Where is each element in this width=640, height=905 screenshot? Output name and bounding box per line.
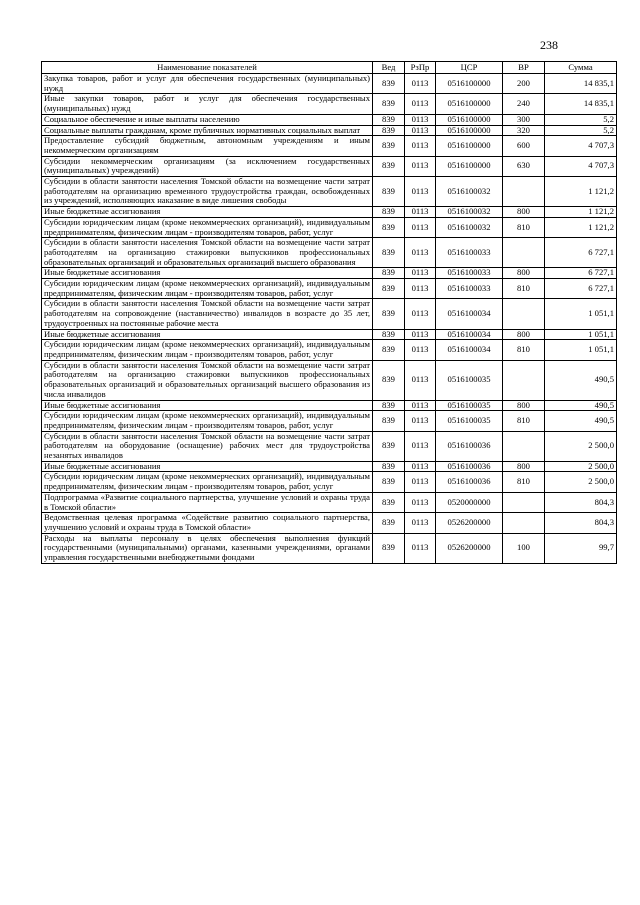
cell-csr: 0526200000: [436, 533, 503, 563]
cell-sum: 4 707,3: [545, 156, 617, 176]
cell-sum: 2 500,0: [545, 461, 617, 472]
cell-csr: 0516100036: [436, 472, 503, 492]
cell-name: Иные бюджетные ассигнования: [42, 461, 373, 472]
cell-rzpr: 0113: [405, 513, 436, 533]
cell-name: Субсидии в области занятости населения Томской области на возмещение части затрат работодателям на сопровождение (наставничество) инвалидов в возрасте до 35 лет, трудоустроенных на постоянные рабочие места: [42, 299, 373, 329]
cell-csr: 0516100000: [436, 136, 503, 156]
cell-rzpr: 0113: [405, 411, 436, 431]
cell-vr: [503, 177, 545, 207]
cell-csr: 0516100036: [436, 461, 503, 472]
cell-ved: 839: [373, 360, 405, 400]
cell-name: Ведомственная целевая программа «Содействие развитию социального партнерства, улучшению условий и охраны труда в Томской области»: [42, 513, 373, 533]
cell-vr: [503, 513, 545, 533]
cell-sum: 1 121,2: [545, 217, 617, 237]
cell-ved: 839: [373, 136, 405, 156]
cell-vr: 810: [503, 411, 545, 431]
cell-sum: 6 727,1: [545, 238, 617, 268]
cell-name: Закупка товаров, работ и услуг для обеспечения государственных (муниципальных) нужд: [42, 74, 373, 94]
cell-csr: 0516100035: [436, 411, 503, 431]
table-row: [42, 411, 617, 431]
table-row: [42, 400, 617, 411]
cell-name: Иные бюджетные ассигнования: [42, 268, 373, 279]
cell-sum: 4 707,3: [545, 136, 617, 156]
cell-rzpr: 0113: [405, 114, 436, 125]
cell-sum: 804,3: [545, 513, 617, 533]
cell-csr: 0516100034: [436, 329, 503, 340]
cell-name: Иные закупки товаров, работ и услуг для обеспечения государственных (муниципальных) нужд: [42, 94, 373, 114]
cell-rzpr: 0113: [405, 238, 436, 268]
cell-ved: 839: [373, 472, 405, 492]
cell-vr: [503, 299, 545, 329]
cell-ved: 839: [373, 340, 405, 360]
table-row: [42, 125, 617, 136]
cell-rzpr: 0113: [405, 492, 436, 512]
cell-vr: 810: [503, 217, 545, 237]
cell-sum: 2 500,0: [545, 431, 617, 461]
cell-vr: 800: [503, 268, 545, 279]
cell-name: Иные бюджетные ассигнования: [42, 329, 373, 340]
cell-vr: 200: [503, 74, 545, 94]
cell-ved: 839: [373, 125, 405, 136]
header-vr: ВР: [503, 62, 545, 74]
cell-vr: 100: [503, 533, 545, 563]
cell-rzpr: 0113: [405, 177, 436, 207]
cell-vr: 810: [503, 472, 545, 492]
table-row: [42, 360, 617, 400]
cell-csr: 0516100000: [436, 74, 503, 94]
cell-csr: 0516100000: [436, 114, 503, 125]
table-row: [42, 207, 617, 218]
cell-csr: 0516100032: [436, 177, 503, 207]
cell-ved: 839: [373, 268, 405, 279]
cell-sum: 1 121,2: [545, 207, 617, 218]
cell-sum: 1 051,1: [545, 299, 617, 329]
cell-vr: 320: [503, 125, 545, 136]
cell-name: Субсидии некоммерческим организациям (за исключением государственных (муниципальных) учреждений): [42, 156, 373, 176]
cell-rzpr: 0113: [405, 279, 436, 299]
cell-ved: 839: [373, 279, 405, 299]
cell-rzpr: 0113: [405, 472, 436, 492]
cell-sum: 6 727,1: [545, 268, 617, 279]
table-row: [42, 136, 617, 156]
table-row: [42, 299, 617, 329]
page-number: 238: [540, 38, 558, 52]
cell-sum: 5,2: [545, 125, 617, 136]
table-row: [42, 217, 617, 237]
cell-vr: 800: [503, 461, 545, 472]
cell-rzpr: 0113: [405, 299, 436, 329]
cell-ved: 839: [373, 400, 405, 411]
cell-vr: 810: [503, 340, 545, 360]
cell-vr: 800: [503, 329, 545, 340]
cell-vr: 300: [503, 114, 545, 125]
cell-rzpr: 0113: [405, 329, 436, 340]
cell-vr: 600: [503, 136, 545, 156]
cell-vr: 810: [503, 279, 545, 299]
table-row: [42, 329, 617, 340]
cell-rzpr: 0113: [405, 217, 436, 237]
cell-vr: 800: [503, 400, 545, 411]
cell-ved: 839: [373, 74, 405, 94]
cell-ved: 839: [373, 513, 405, 533]
cell-csr: 0516100035: [436, 360, 503, 400]
cell-sum: 6 727,1: [545, 279, 617, 299]
cell-rzpr: 0113: [405, 94, 436, 114]
cell-ved: 839: [373, 533, 405, 563]
cell-vr: [503, 431, 545, 461]
table-row: [42, 340, 617, 360]
cell-rzpr: 0113: [405, 207, 436, 218]
cell-csr: 0516100033: [436, 238, 503, 268]
table-row: [42, 114, 617, 125]
cell-vr: [503, 492, 545, 512]
header-ved: Вед: [373, 62, 405, 74]
cell-csr: 0516100000: [436, 125, 503, 136]
cell-name: Субсидии в области занятости населения Томской области на возмещение части затрат работодателям на организацию временного трудоустройства граждан, освобожденных из учреждений, исполняющих наказание в виде лишения свободы: [42, 177, 373, 207]
cell-rzpr: 0113: [405, 533, 436, 563]
cell-name: Иные бюджетные ассигнования: [42, 400, 373, 411]
cell-csr: 0516100034: [436, 340, 503, 360]
cell-rzpr: 0113: [405, 431, 436, 461]
cell-ved: 839: [373, 238, 405, 268]
table-row: [42, 513, 617, 533]
cell-rzpr: 0113: [405, 125, 436, 136]
cell-csr: 0516100000: [436, 156, 503, 176]
cell-rzpr: 0113: [405, 136, 436, 156]
cell-name: Субсидии юридическим лицам (кроме некоммерческих организаций), индивидуальным предпринимателям, физическим лицам - производителям товаров, работ, услуг: [42, 217, 373, 237]
table-header-row: [42, 62, 617, 74]
cell-name: Субсидии юридическим лицам (кроме некоммерческих организаций), индивидуальным предпринимателям, физическим лицам - производителям товаров, работ, услуг: [42, 472, 373, 492]
cell-ved: 839: [373, 114, 405, 125]
cell-rzpr: 0113: [405, 360, 436, 400]
cell-csr: 0516100033: [436, 279, 503, 299]
cell-name: Субсидии в области занятости населения Томской области на возмещение части затрат работодателям на организацию стажировки выпускников профессиональных образовательных организаций и образовательных организаций высшего образования: [42, 238, 373, 268]
cell-vr: 800: [503, 207, 545, 218]
table-body: [42, 74, 617, 564]
cell-ved: 839: [373, 461, 405, 472]
cell-rzpr: 0113: [405, 461, 436, 472]
cell-sum: 804,3: [545, 492, 617, 512]
table-row: [42, 94, 617, 114]
cell-csr: 0516100032: [436, 217, 503, 237]
cell-name: Субсидии юридическим лицам (кроме некоммерческих организаций), индивидуальным предпринимателям, физическим лицам - производителям товаров, работ, услуг: [42, 340, 373, 360]
cell-ved: 839: [373, 411, 405, 431]
table-row: [42, 74, 617, 94]
cell-name: Субсидии в области занятости населения Томской области на возмещение части затрат работодателям на оборудование (оснащение) рабочих мест для трудоустройства незанятых инвалидов: [42, 431, 373, 461]
cell-csr: 0516100033: [436, 268, 503, 279]
table-row: [42, 492, 617, 512]
cell-vr: 240: [503, 94, 545, 114]
cell-sum: 5,2: [545, 114, 617, 125]
cell-name: Социальные выплаты гражданам, кроме публичных нормативных социальных выплат: [42, 125, 373, 136]
cell-ved: 839: [373, 329, 405, 340]
table-row: [42, 268, 617, 279]
cell-name: Иные бюджетные ассигнования: [42, 207, 373, 218]
cell-rzpr: 0113: [405, 268, 436, 279]
table-row: [42, 177, 617, 207]
cell-ved: 839: [373, 299, 405, 329]
cell-sum: 490,5: [545, 400, 617, 411]
header-rzpr: РзПр: [405, 62, 436, 74]
cell-sum: 2 500,0: [545, 472, 617, 492]
cell-sum: 99,7: [545, 533, 617, 563]
table-row: [42, 461, 617, 472]
cell-name: Социальное обеспечение и иные выплаты населению: [42, 114, 373, 125]
cell-vr: [503, 360, 545, 400]
cell-name: Предоставление субсидий бюджетным, автономным учреждениям и иным некоммерческим организациям: [42, 136, 373, 156]
header-csr: ЦСР: [436, 62, 503, 74]
cell-csr: 0516100032: [436, 207, 503, 218]
cell-csr: 0516100035: [436, 400, 503, 411]
cell-name: Субсидии юридическим лицам (кроме некоммерческих организаций), индивидуальным предпринимателям, физическим лицам - производителям товаров, работ, услуг: [42, 279, 373, 299]
cell-csr: 0516100034: [436, 299, 503, 329]
cell-vr: [503, 238, 545, 268]
table-row: [42, 238, 617, 268]
cell-ved: 839: [373, 431, 405, 461]
cell-ved: 839: [373, 156, 405, 176]
cell-rzpr: 0113: [405, 340, 436, 360]
cell-rzpr: 0113: [405, 74, 436, 94]
cell-rzpr: 0113: [405, 400, 436, 411]
cell-csr: 0520000000: [436, 492, 503, 512]
cell-name: Расходы на выплаты персоналу в целях обеспечения выполнения функций государственными (муниципальными) органами, казенными учреждениями, органами управления государственными внебюджетными фондами: [42, 533, 373, 563]
cell-ved: 839: [373, 217, 405, 237]
cell-sum: 14 835,1: [545, 74, 617, 94]
cell-sum: 490,5: [545, 360, 617, 400]
cell-sum: 1 121,2: [545, 177, 617, 207]
cell-name: Субсидии в области занятости населения Томской области на возмещение части затрат работодателям на организацию стажировки выпускников профессиональных образовательных организаций и образовательных организаций высшего образования из числа инвалидов: [42, 360, 373, 400]
cell-ved: 839: [373, 94, 405, 114]
cell-sum: 14 835,1: [545, 94, 617, 114]
cell-csr: 0526200000: [436, 513, 503, 533]
cell-csr: 0516100036: [436, 431, 503, 461]
cell-csr: 0516100000: [436, 94, 503, 114]
cell-sum: 490,5: [545, 411, 617, 431]
cell-rzpr: 0113: [405, 156, 436, 176]
table-row: [42, 279, 617, 299]
table-row: [42, 431, 617, 461]
cell-name: Субсидии юридическим лицам (кроме некоммерческих организаций), индивидуальным предпринимателям, физическим лицам - производителям товаров, работ, услуг: [42, 411, 373, 431]
header-sum: Сумма: [545, 62, 617, 74]
table-row: [42, 533, 617, 563]
cell-vr: 630: [503, 156, 545, 176]
cell-ved: 839: [373, 492, 405, 512]
cell-sum: 1 051,1: [545, 340, 617, 360]
cell-sum: 1 051,1: [545, 329, 617, 340]
cell-ved: 839: [373, 207, 405, 218]
cell-name: Подпрограмма «Развитие социального партнерства, улучшение условий и охраны труда в Томской области»: [42, 492, 373, 512]
cell-ved: 839: [373, 177, 405, 207]
table-row: [42, 156, 617, 176]
table-row: [42, 472, 617, 492]
header-name: Наименование показателей: [42, 62, 373, 74]
budget-table: [41, 61, 617, 564]
